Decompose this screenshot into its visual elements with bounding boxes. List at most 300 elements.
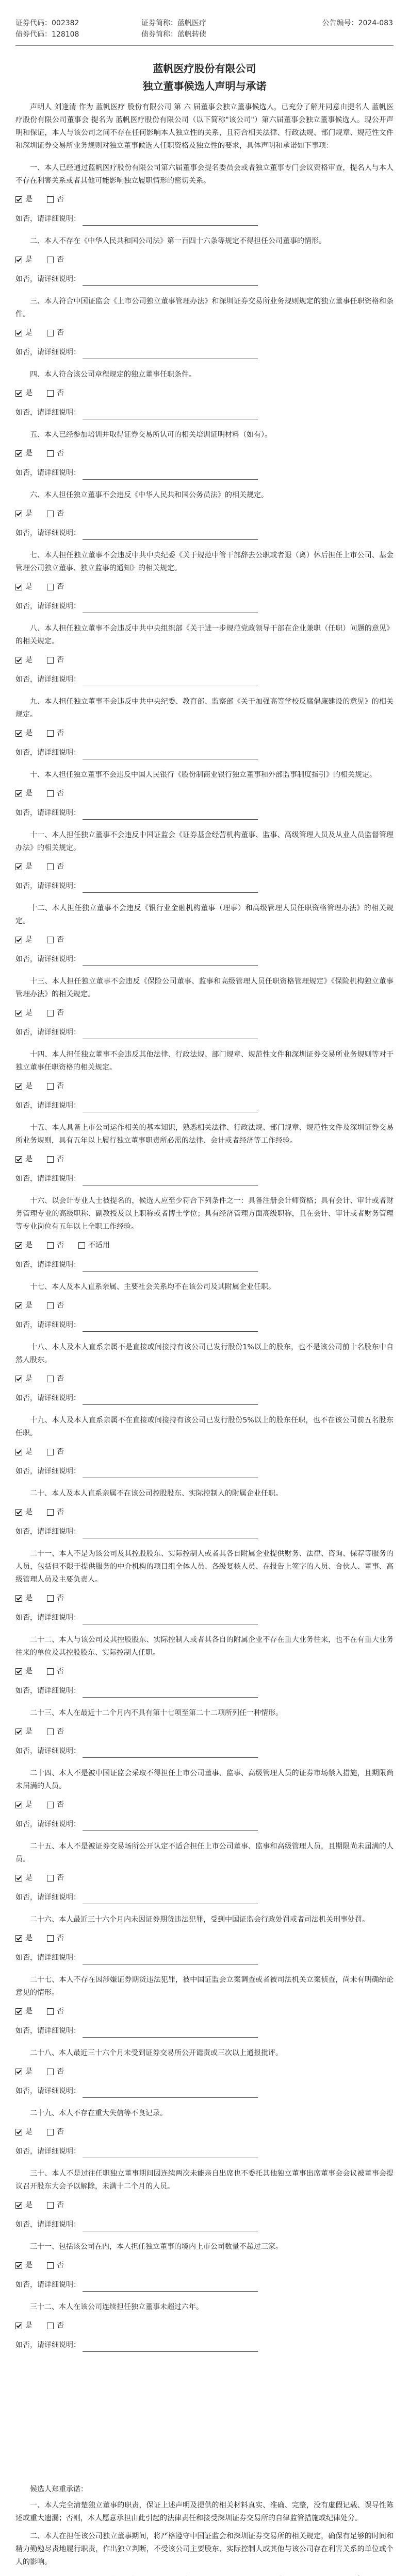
option-label: 是 — [25, 789, 32, 798]
option-label: 否 — [57, 1508, 64, 1516]
declaration-item — [15, 1281, 394, 1332]
option-no[interactable] — [47, 2319, 64, 2332]
declaration-body — [15, 101, 394, 2352]
explain-blank[interactable] — [83, 216, 258, 226]
checked-box-icon[interactable] — [15, 2262, 22, 2269]
option-yes[interactable] — [15, 1153, 32, 1166]
explain-blank[interactable] — [83, 2028, 258, 2038]
explain-row — [15, 1525, 394, 1538]
option-yes[interactable] — [15, 1299, 32, 1312]
declaration-item — [15, 162, 394, 226]
option-no[interactable] — [47, 2005, 64, 2018]
checked-box-icon[interactable] — [15, 1449, 22, 1455]
checkbox-icon[interactable] — [47, 196, 54, 203]
commitment-3 — [15, 2574, 394, 2576]
checked-box-icon[interactable] — [15, 2202, 22, 2209]
option-no[interactable] — [47, 2125, 64, 2139]
explain-blank[interactable] — [83, 1749, 258, 1758]
option-label: 否 — [57, 2128, 64, 2136]
option-label: 是 — [25, 195, 32, 204]
option-no[interactable] — [47, 1931, 64, 1945]
checkbox-icon[interactable] — [47, 1302, 54, 1309]
header-row-2 — [15, 29, 394, 40]
option-label: 否 — [57, 2201, 64, 2209]
option-no[interactable] — [47, 653, 64, 667]
declaration-item — [15, 2241, 394, 2292]
option-yes[interactable] — [15, 1665, 32, 1678]
item-answer — [15, 193, 394, 206]
checked-box-icon[interactable] — [15, 730, 22, 737]
checkbox-icon[interactable] — [47, 657, 54, 664]
option-label: 否 — [57, 583, 64, 591]
checkbox-icon[interactable] — [47, 330, 54, 336]
explain-blank[interactable] — [83, 1895, 258, 1904]
explain-blank[interactable] — [83, 957, 258, 966]
option-label: 否 — [57, 329, 64, 337]
checked-box-icon[interactable] — [15, 657, 22, 664]
item-answer — [15, 933, 394, 946]
option-label: 否 — [57, 2067, 64, 2076]
checkbox-icon[interactable] — [47, 1156, 54, 1163]
explain-label: 如否，请详细说明： — [15, 275, 80, 283]
option-no[interactable] — [47, 1445, 64, 1459]
checkbox-icon[interactable] — [47, 730, 54, 737]
item-text: 十二、本人担任独立董事不会违反《银行业金融机构董事（理事）和高级管理人员任职资格管理办法》的相关规定。 — [15, 904, 394, 925]
checked-box-icon[interactable] — [15, 1509, 22, 1516]
checkbox-icon[interactable] — [47, 1595, 54, 1602]
option-yes[interactable] — [15, 326, 32, 340]
explain-label: 如否，请详细说明： — [15, 2341, 80, 2349]
bond-code: 债券代码：128108 — [15, 30, 79, 39]
option-no[interactable] — [47, 2259, 64, 2272]
checkbox-icon[interactable] — [47, 1376, 54, 1382]
explain-blank[interactable] — [83, 1615, 258, 1624]
option-no[interactable] — [47, 193, 64, 206]
explain-row — [15, 2145, 394, 2158]
option-label: 否 — [57, 1301, 64, 1310]
option-yes[interactable] — [15, 507, 32, 520]
item-text: 二十、本人及本人直系亲属不在该公司控股股东、实际控制人的附属企业任职。 — [30, 1489, 283, 1498]
checkbox-icon[interactable] — [47, 1083, 54, 1090]
checked-box-icon[interactable] — [15, 1595, 22, 1602]
explain-blank[interactable] — [83, 1688, 258, 1698]
option-no[interactable] — [47, 1505, 64, 1519]
explain-blank[interactable] — [83, 1262, 258, 1272]
option-label: 是 — [25, 1801, 32, 1809]
declaration-item — [15, 1634, 394, 1698]
option-yes[interactable] — [15, 1079, 32, 1093]
checkbox-icon[interactable] — [47, 1802, 54, 1808]
explain-row — [15, 746, 394, 759]
checkbox-icon[interactable] — [47, 1509, 54, 1516]
option-label: 是 — [25, 389, 32, 397]
item-text: 三、本人符合中国证监会《上市公司独立董事管理办法》和深圳证券交易所业务规则规定的独立董事任职资格和条件。 — [15, 297, 394, 318]
explain-blank[interactable] — [83, 470, 258, 480]
item-text: 二十八、本人最近三十六个月未受到证券交易所公开谴责或三次以上通报批评。 — [30, 2049, 283, 2057]
option-label: 是 — [25, 1241, 32, 1249]
explain-blank[interactable] — [83, 604, 258, 613]
item-text: 十、本人担任独立董事不会违反中国人民银行《股份制商业银行独立董事和外部监事制度指引》的相关规定。 — [30, 771, 377, 779]
checkbox-icon[interactable] — [47, 1935, 54, 1942]
option-no[interactable] — [47, 933, 64, 946]
option-no[interactable] — [47, 2065, 64, 2078]
item-answer — [15, 1798, 394, 1811]
declaration-item — [15, 1414, 394, 1478]
item-text: 三十、本人不是过往任职独立董事期间因连续两次未能亲自出席也不委托其他独立董事出席董事会会议被董事会提议召开股东大会予以解除，未满十二个月的人员。 — [15, 2170, 394, 2191]
explain-blank[interactable] — [83, 1323, 258, 1332]
option-label: 是 — [25, 1448, 32, 1456]
declaration-item — [15, 769, 394, 820]
option-yes[interactable] — [15, 2198, 32, 2212]
option-yes[interactable] — [15, 2319, 32, 2332]
option-no[interactable] — [47, 1871, 64, 1885]
explain-row — [15, 527, 394, 540]
declaration-item — [15, 2301, 394, 2352]
item-text: 二、本人不存在《中华人民共和国公司法》第一百四十六条等规定不得担任公司董事的情形。 — [30, 237, 326, 245]
option-no[interactable] — [47, 1372, 64, 1385]
explain-label: 如否，请详细说明： — [15, 2147, 80, 2156]
option-label: 是 — [25, 2007, 32, 2015]
option-no[interactable] — [47, 860, 64, 873]
option-no[interactable] — [47, 2198, 64, 2212]
checked-box-icon[interactable] — [15, 2129, 22, 2136]
checkbox-icon[interactable] — [47, 390, 54, 397]
option-no[interactable] — [47, 1079, 64, 1093]
explain-blank[interactable] — [83, 1103, 258, 1112]
option-yes[interactable] — [15, 1591, 32, 1605]
stock-abbr: 证券简称：蓝帆医疗 — [141, 19, 206, 27]
option-yes[interactable] — [15, 1798, 32, 1811]
explain-row — [15, 673, 394, 686]
declaration-item — [15, 1548, 394, 1624]
explain-label: 如否，请详细说明： — [15, 1614, 80, 1622]
checkbox-icon[interactable] — [47, 2008, 54, 2015]
item-answer — [15, 1591, 394, 1605]
checked-box-icon[interactable] — [15, 196, 22, 203]
company-title: 蓝帆医疗股份有限公司 — [153, 62, 256, 75]
explain-blank[interactable] — [83, 677, 258, 686]
explain-label: 如否，请详细说明： — [15, 1101, 80, 1110]
option-yes[interactable] — [15, 253, 32, 266]
checked-box-icon[interactable] — [15, 2008, 22, 2015]
checked-box-icon[interactable] — [15, 1935, 22, 1942]
option-yes[interactable] — [15, 1931, 32, 1945]
option-label: 是 — [25, 2201, 32, 2209]
option-label: 否 — [57, 2007, 64, 2015]
checked-box-icon[interactable] — [15, 511, 22, 517]
checked-box-icon[interactable] — [15, 257, 22, 263]
item-answer — [15, 726, 394, 740]
option-yes[interactable] — [15, 860, 32, 873]
explain-blank[interactable] — [83, 1822, 258, 1831]
checkbox-icon[interactable] — [47, 1449, 54, 1455]
title-block — [0, 61, 409, 94]
item-answer — [15, 507, 394, 520]
option-yes[interactable] — [15, 726, 32, 740]
item-text: 十八、本人及本人直系亲属不是直接或间接持有该公司已发行股份1%以上的股东，也不是该公司前十名股东中自然人股东。 — [15, 1343, 394, 1364]
explain-blank[interactable] — [83, 750, 258, 759]
option-label: 否 — [57, 510, 64, 518]
item-list — [15, 162, 394, 2352]
option-yes[interactable] — [15, 1239, 32, 1252]
option-yes[interactable] — [15, 1445, 32, 1459]
item-answer — [15, 1445, 394, 1459]
option-label: 是 — [25, 449, 32, 457]
checkbox-icon[interactable] — [47, 257, 54, 263]
declaration-item — [15, 1767, 394, 1831]
declaration-item — [15, 429, 394, 480]
explain-blank[interactable] — [83, 2282, 258, 2292]
checkbox-icon[interactable] — [47, 937, 54, 943]
declaration-item — [15, 2167, 394, 2231]
item-text: 二十九、本人不存在重大失信等不良记录。 — [30, 2109, 167, 2117]
checkbox-icon[interactable] — [47, 863, 54, 870]
option-yes[interactable] — [15, 1372, 32, 1385]
option-no[interactable] — [47, 386, 64, 400]
checkbox-icon[interactable] — [47, 511, 54, 517]
item-text: 一、本人已经通过蓝帆医疗股份有限公司第六届董事会提名委员会或者独立董事专门会议资格审查，提名人与本人不存在利害关系或者其他可能影响独立履职情形的密切关系。 — [15, 164, 394, 185]
checkbox-icon[interactable] — [47, 2129, 54, 2136]
checkbox-icon[interactable] — [47, 790, 54, 797]
checkbox-icon[interactable] — [78, 1242, 85, 1249]
item-answer — [15, 1299, 394, 1312]
option-no[interactable] — [47, 1299, 64, 1312]
checkbox-icon[interactable] — [47, 1875, 54, 1882]
item-text: 十四、本人担任独立董事不会违反其他法律、行政法规、部门规章、规范性文件和深圳证券交易所业务规则等对于独立董事任职资格的相关规定。 — [15, 1050, 394, 1072]
checked-box-icon[interactable] — [15, 390, 22, 397]
checked-box-icon[interactable] — [15, 1728, 22, 1735]
option-no[interactable] — [47, 787, 64, 800]
checked-box-icon[interactable] — [15, 1875, 22, 1882]
item-answer — [15, 787, 394, 800]
announcement-number: 公告编号：2024-083 — [322, 19, 393, 27]
option-yes[interactable] — [15, 2065, 32, 2078]
checked-box-icon[interactable] — [15, 2069, 22, 2075]
option-yes[interactable] — [15, 787, 32, 800]
explain-row — [15, 1611, 394, 1624]
explain-blank[interactable] — [83, 2149, 258, 2158]
explain-row — [15, 953, 394, 966]
item-answer — [15, 1871, 394, 1885]
explain-label: 如否，请详细说明： — [15, 1893, 80, 1902]
item-text: 十六、以会计专业人士被提名的，候选人应至少符合下列条件之一：具备注册会计师资格；具有会计、审计或者财务管理专业的高级职称、副教授及以上职称或者博士学位；具有经济管理方面高级职称，且在会计、审计或者财务管理等专业岗位有五年以上全职工作经验。 — [15, 1197, 394, 1231]
option-yes[interactable] — [15, 447, 32, 460]
declaration-item — [15, 235, 394, 286]
explain-label: 如否，请详细说明： — [15, 2087, 80, 2095]
explain-blank[interactable] — [83, 1030, 258, 1039]
checked-box-icon[interactable] — [15, 1242, 22, 1249]
explain-label: 如否，请详细说明： — [15, 1954, 80, 1962]
explain-blank[interactable] — [83, 1955, 258, 1964]
explain-blank[interactable] — [83, 350, 258, 359]
explain-label: 如否，请详细说明： — [15, 348, 80, 357]
option-no[interactable] — [47, 1006, 64, 1020]
explain-label: 如否，请详细说明： — [15, 1747, 80, 1755]
item-text: 三十一、包括该公司在内，本人担任独立董事的境内上市公司数量不超过三家。 — [30, 2243, 283, 2251]
item-answer — [15, 580, 394, 594]
option-no[interactable] — [47, 1798, 64, 1811]
option-no[interactable] — [47, 326, 64, 340]
explain-blank[interactable] — [83, 1529, 258, 1538]
option-yes[interactable] — [15, 1871, 32, 1885]
option-no[interactable] — [47, 1665, 64, 1678]
declaration-item — [15, 1195, 394, 1272]
explain-label: 如否，请详细说明： — [15, 809, 80, 817]
declaration-item — [15, 1707, 394, 1758]
declaration-item — [15, 368, 394, 419]
option-yes[interactable] — [15, 1725, 32, 1738]
explain-blank[interactable] — [83, 1396, 258, 1405]
option-label: 否 — [57, 1801, 64, 1809]
option-no[interactable] — [47, 726, 64, 740]
explain-blank[interactable] — [83, 531, 258, 540]
option-yes[interactable] — [15, 580, 32, 594]
option-no[interactable] — [47, 507, 64, 520]
item-text: 二十六、本人最近三十六个月内未因证券期货违法犯罪，受到中国证监会行政处罚或者司法机关刑事处罚。 — [30, 1916, 369, 1924]
option-label: 否 — [57, 1241, 64, 1249]
option-label: 否 — [57, 1934, 64, 1942]
checked-box-icon[interactable] — [15, 863, 22, 870]
explain-label: 如否，请详细说明： — [15, 1028, 80, 1037]
explain-blank[interactable] — [83, 2343, 258, 2352]
explain-row — [15, 806, 394, 820]
option-yes[interactable] — [15, 193, 32, 206]
checked-box-icon[interactable] — [15, 2323, 22, 2329]
explain-label: 如否，请详细说明： — [15, 409, 80, 417]
explain-row — [15, 1258, 394, 1272]
item-text: 十九、本人及本人直系亲属不在直接或间接持有该公司已发行股份5%以上的股东任职，也不在该公司前五名股东任职。 — [15, 1416, 394, 1437]
option-yes[interactable] — [15, 2005, 32, 2018]
item-answer — [15, 1372, 394, 1385]
option-label: 否 — [57, 1874, 64, 1882]
option-label: 是 — [25, 2261, 32, 2269]
item-answer — [15, 1153, 394, 1166]
option-yes[interactable] — [15, 1505, 32, 1519]
checked-box-icon[interactable] — [15, 1083, 22, 1090]
checkbox-icon[interactable] — [47, 450, 54, 457]
item-text: 十三、本人担任独立董事不会违反《保险公司董事、监事和高级管理人员任职资格管理规定》《保险机构独立董事管理办法》的相关规定。 — [15, 977, 394, 998]
item-answer — [15, 2259, 394, 2272]
option-label: 否 — [57, 2321, 64, 2330]
option-label: 否 — [57, 256, 64, 264]
option-label: 否 — [57, 729, 64, 737]
option-no[interactable] — [47, 1239, 64, 1252]
option-label: 是 — [25, 1727, 32, 1736]
checked-box-icon[interactable] — [15, 1802, 22, 1808]
item-text: 九、本人担任独立董事不会违反中共中央纪委、教育部、监察部《关于加强高等学校反腐倡廉建设的意见》的相关规定。 — [15, 698, 394, 719]
option-no[interactable] — [47, 580, 64, 594]
explain-row — [15, 1951, 394, 1964]
item-text: 十一、本人担任独立董事不会违反中国证监会《证券基金经营机构董事、监事、高级管理人员及从业人员监督管理办法》的相关规定。 — [15, 831, 394, 852]
option-label: 否 — [57, 389, 64, 397]
checked-box-icon[interactable] — [15, 1156, 22, 1163]
explain-label: 如否，请详细说明： — [15, 215, 80, 223]
explain-row — [15, 1684, 394, 1698]
checked-box-icon[interactable] — [15, 450, 22, 457]
option-yes[interactable] — [15, 933, 32, 946]
option-label: 是 — [25, 1667, 32, 1675]
option-yes[interactable] — [15, 2125, 32, 2139]
explain-label: 如否，请详细说明： — [15, 1820, 80, 1828]
option-label: 是 — [25, 256, 32, 264]
option-no[interactable] — [47, 1153, 64, 1166]
option-no[interactable] — [47, 447, 64, 460]
explain-blank[interactable] — [83, 2222, 258, 2231]
item-text: 二十三、本人在最近十二个月内不具有第十七项至第二十二项所列任一种情形。 — [30, 1709, 283, 1717]
checked-box-icon[interactable] — [15, 1668, 22, 1675]
item-answer — [15, 386, 394, 400]
declaration-item — [15, 1487, 394, 1538]
explain-row — [15, 212, 394, 226]
checked-box-icon[interactable] — [15, 1376, 22, 1382]
declaration-item — [15, 622, 394, 686]
checkbox-icon[interactable] — [47, 1668, 54, 1675]
option-yes[interactable] — [15, 653, 32, 667]
explain-blank[interactable] — [83, 810, 258, 820]
explain-row — [15, 1465, 394, 1478]
explain-blank[interactable] — [83, 277, 258, 286]
explain-row — [15, 466, 394, 480]
checkbox-icon[interactable] — [47, 2262, 54, 2269]
checkbox-icon[interactable] — [47, 1728, 54, 1735]
declaration-item — [15, 295, 394, 359]
option-label: 是 — [25, 1874, 32, 1882]
checked-box-icon[interactable] — [15, 1010, 22, 1016]
checked-box-icon[interactable] — [15, 1302, 22, 1309]
explain-blank[interactable] — [83, 884, 258, 893]
option-yes[interactable] — [15, 2259, 32, 2272]
item-answer — [15, 1079, 394, 1093]
checkbox-icon[interactable] — [47, 1010, 54, 1016]
explain-blank[interactable] — [83, 410, 258, 419]
explain-blank[interactable] — [83, 2089, 258, 2098]
checked-box-icon[interactable] — [15, 937, 22, 943]
option-yes[interactable] — [15, 386, 32, 400]
option-label: 是 — [25, 1375, 32, 1383]
checkbox-icon[interactable] — [47, 2323, 54, 2329]
explain-row — [15, 1318, 394, 1332]
option-na[interactable] — [78, 1239, 110, 1252]
declaration-item — [15, 696, 394, 759]
explain-blank[interactable] — [83, 1469, 258, 1478]
checkbox-icon[interactable] — [47, 2202, 54, 2209]
checkbox-icon[interactable] — [47, 2069, 54, 2075]
option-no[interactable] — [47, 1591, 64, 1605]
declaration-item — [15, 2047, 394, 2098]
item-answer — [15, 2065, 394, 2078]
item-text: 七、本人担任独立董事不会违反中共中央纪委《关于规范中管干部辞去公职或者退（离）休后担任上市公司、基金管理公司独立董事、独立监事的通知》的相关规定。 — [15, 551, 394, 572]
checked-box-icon[interactable] — [15, 790, 22, 797]
checkbox-icon[interactable] — [47, 584, 54, 590]
item-answer — [15, 653, 394, 667]
option-no[interactable] — [47, 1725, 64, 1738]
checked-box-icon[interactable] — [15, 330, 22, 336]
explain-blank[interactable] — [83, 1176, 258, 1185]
item-text: 三十二、本人在该公司连续担任独立董事未超过六年。 — [30, 2303, 203, 2311]
item-answer — [15, 2319, 394, 2332]
option-no[interactable] — [47, 253, 64, 266]
explain-label: 如否，请详细说明： — [15, 1321, 80, 1329]
option-label: 否 — [57, 1727, 64, 1736]
checked-box-icon[interactable] — [15, 584, 22, 590]
intro-paragraph: 声明人 刘逢清 作为 蓝帆医疗 股份有限公司 第 六 届董事会独立董事候选人，已充分了解并同意由提名人 蓝帆医疗股份有限公司董事会 提名为 蓝帆医疗股份有限公司（以下简称"该公司"）第六届董事会独立董事候选人。现公开声明和保证，本人与该公司之间不存在任何影响本人独立性的关系，且符合相关法律、行政法规、部门规章、规范性文件和深圳证券交易所业务规则对独立董事候选人任职资格及独立性的要求，具体声明和承诺如下事项： — [15, 103, 394, 150]
explain-row — [15, 273, 394, 286]
option-label: 是 — [25, 1508, 32, 1516]
checkbox-icon[interactable] — [47, 1242, 54, 1249]
option-yes[interactable] — [15, 1006, 32, 1020]
item-answer — [15, 1665, 394, 1678]
explain-label: 如否，请详细说明： — [15, 1528, 80, 1536]
